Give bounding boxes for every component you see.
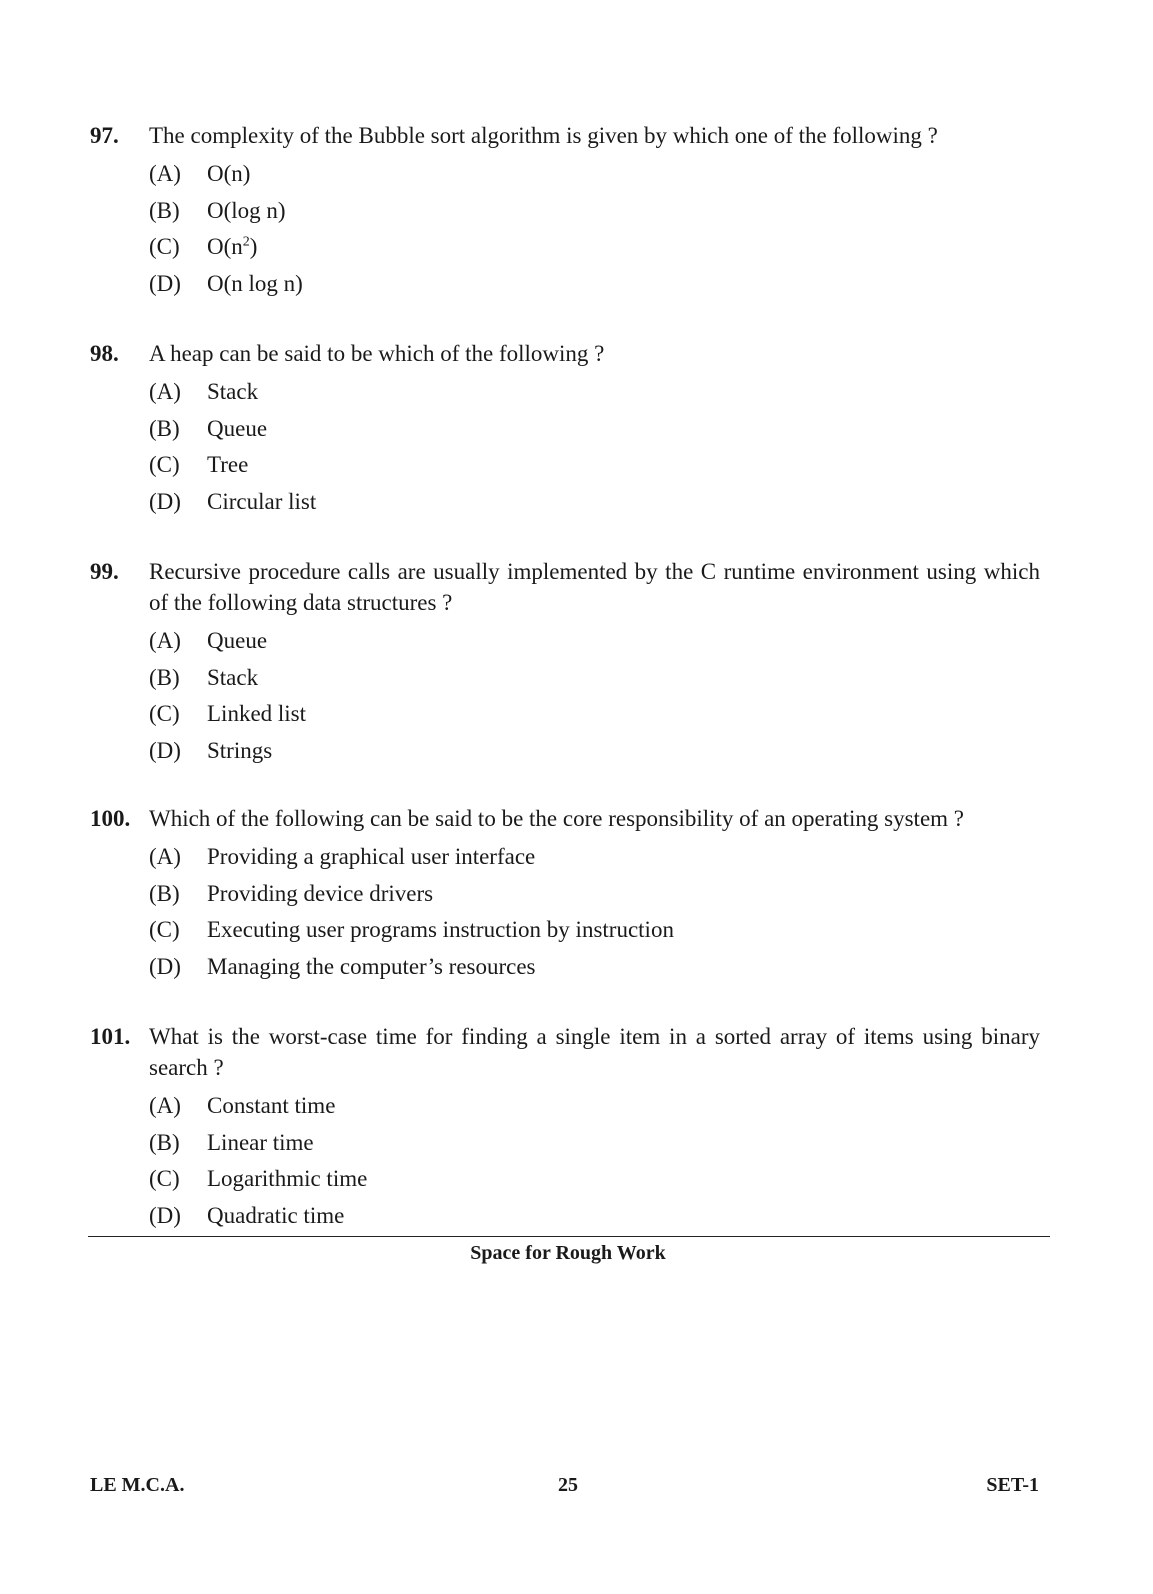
option-label: (A) bbox=[149, 379, 181, 404]
option-label: (D) bbox=[149, 953, 181, 979]
option-text: Providing a graphical user interface bbox=[207, 844, 536, 869]
option-b bbox=[149, 876, 1040, 913]
option-label: (C) bbox=[149, 1166, 180, 1191]
option-text: Stack bbox=[207, 664, 259, 690]
question-number: 98. bbox=[90, 341, 119, 366]
question-number: 99. bbox=[90, 559, 119, 584]
option-label: (B) bbox=[149, 415, 180, 441]
option-label: (B) bbox=[149, 1129, 180, 1155]
option-text: Quadratic time bbox=[207, 1202, 345, 1228]
option-a bbox=[149, 1088, 1040, 1125]
option-d bbox=[149, 484, 1040, 521]
option-text-after: ) bbox=[249, 234, 258, 259]
option-label: (D) bbox=[149, 270, 181, 296]
option-text-group bbox=[207, 229, 1040, 266]
option-d bbox=[149, 266, 1040, 303]
option-text: Logarithmic time bbox=[207, 1166, 368, 1191]
option-text: Constant time bbox=[207, 1093, 336, 1118]
option-text: Strings bbox=[207, 737, 273, 763]
option-text: Managing the computer’s resources bbox=[207, 953, 536, 979]
options-list bbox=[149, 1088, 1040, 1234]
question-number: 97. bbox=[90, 123, 119, 148]
option-text: O(log n) bbox=[207, 197, 286, 223]
option-label: (C) bbox=[149, 917, 180, 942]
option-text: Queue bbox=[207, 628, 268, 653]
option-b bbox=[149, 411, 1040, 448]
option-text: O(n log n) bbox=[207, 270, 303, 296]
option-text: Providing device drivers bbox=[207, 880, 434, 906]
option-label: (D) bbox=[149, 737, 181, 763]
option-a bbox=[149, 839, 1040, 876]
page-footer bbox=[90, 1472, 1039, 1498]
horizontal-divider bbox=[88, 1236, 1050, 1237]
option-label: (B) bbox=[149, 880, 180, 906]
option-text: Executing user programs instruction by instruction bbox=[207, 917, 674, 942]
question-number: 100. bbox=[90, 806, 131, 831]
option-b bbox=[149, 660, 1040, 697]
question-text: A heap can be said to be which of the following ? bbox=[149, 341, 605, 366]
option-c bbox=[149, 1161, 1040, 1198]
option-label: (C) bbox=[149, 234, 180, 259]
option-label: (C) bbox=[149, 452, 180, 477]
footer-course-code: LE M.C.A. bbox=[90, 1474, 185, 1496]
option-label: (A) bbox=[149, 844, 181, 869]
option-a bbox=[149, 374, 1040, 411]
option-a bbox=[149, 156, 1040, 193]
option-label: (A) bbox=[149, 628, 181, 653]
option-b bbox=[149, 1125, 1040, 1162]
option-label: (D) bbox=[149, 488, 181, 514]
question-number: 101. bbox=[90, 1024, 131, 1049]
question-98 bbox=[90, 338, 1040, 520]
question-99 bbox=[90, 556, 1040, 769]
option-d bbox=[149, 949, 1040, 986]
footer-page-number: 25 bbox=[558, 1474, 578, 1496]
option-b bbox=[149, 193, 1040, 230]
option-d bbox=[149, 733, 1040, 770]
option-a bbox=[149, 623, 1040, 660]
option-text: O(n bbox=[207, 234, 243, 259]
option-text: Stack bbox=[207, 379, 259, 404]
option-label: (B) bbox=[149, 664, 180, 690]
options-list bbox=[149, 623, 1040, 769]
option-text: O(n) bbox=[207, 161, 251, 186]
options-list bbox=[149, 156, 1040, 302]
option-text: Circular list bbox=[207, 488, 317, 514]
option-c bbox=[149, 229, 1040, 266]
question-text: Recursive procedure calls are usually implemented by the C runtime environment using which of the following data structures ? bbox=[149, 559, 1040, 615]
option-label: (D) bbox=[149, 1202, 181, 1228]
options-list bbox=[149, 374, 1040, 520]
option-superscript: 2 bbox=[242, 234, 250, 250]
question-text: The complexity of the Bubble sort algorithm is given by which one of the following ? bbox=[149, 123, 938, 148]
option-label: (A) bbox=[149, 1093, 181, 1118]
option-c bbox=[149, 912, 1040, 949]
option-c bbox=[149, 447, 1040, 484]
option-c bbox=[149, 696, 1040, 733]
option-text: Queue bbox=[207, 415, 268, 441]
option-text: Linked list bbox=[207, 701, 307, 726]
options-list bbox=[149, 839, 1040, 985]
question-101 bbox=[90, 1021, 1040, 1234]
question-97 bbox=[90, 120, 1040, 302]
rough-work-heading: Space for Rough Work bbox=[470, 1242, 666, 1264]
option-label: (C) bbox=[149, 701, 180, 726]
question-text: Which of the following can be said to be the core responsibility of an operating system ? bbox=[149, 806, 964, 831]
option-text: Tree bbox=[207, 452, 249, 477]
option-label: (A) bbox=[149, 161, 181, 186]
option-label: (B) bbox=[149, 197, 180, 223]
option-text: Linear time bbox=[207, 1129, 314, 1155]
footer-set-code: SET-1 bbox=[986, 1474, 1039, 1496]
question-text: What is the worst-case time for finding a single item in a sorted array of items using binary search ? bbox=[149, 1024, 1040, 1080]
option-d bbox=[149, 1198, 1040, 1235]
question-100 bbox=[90, 803, 1040, 985]
